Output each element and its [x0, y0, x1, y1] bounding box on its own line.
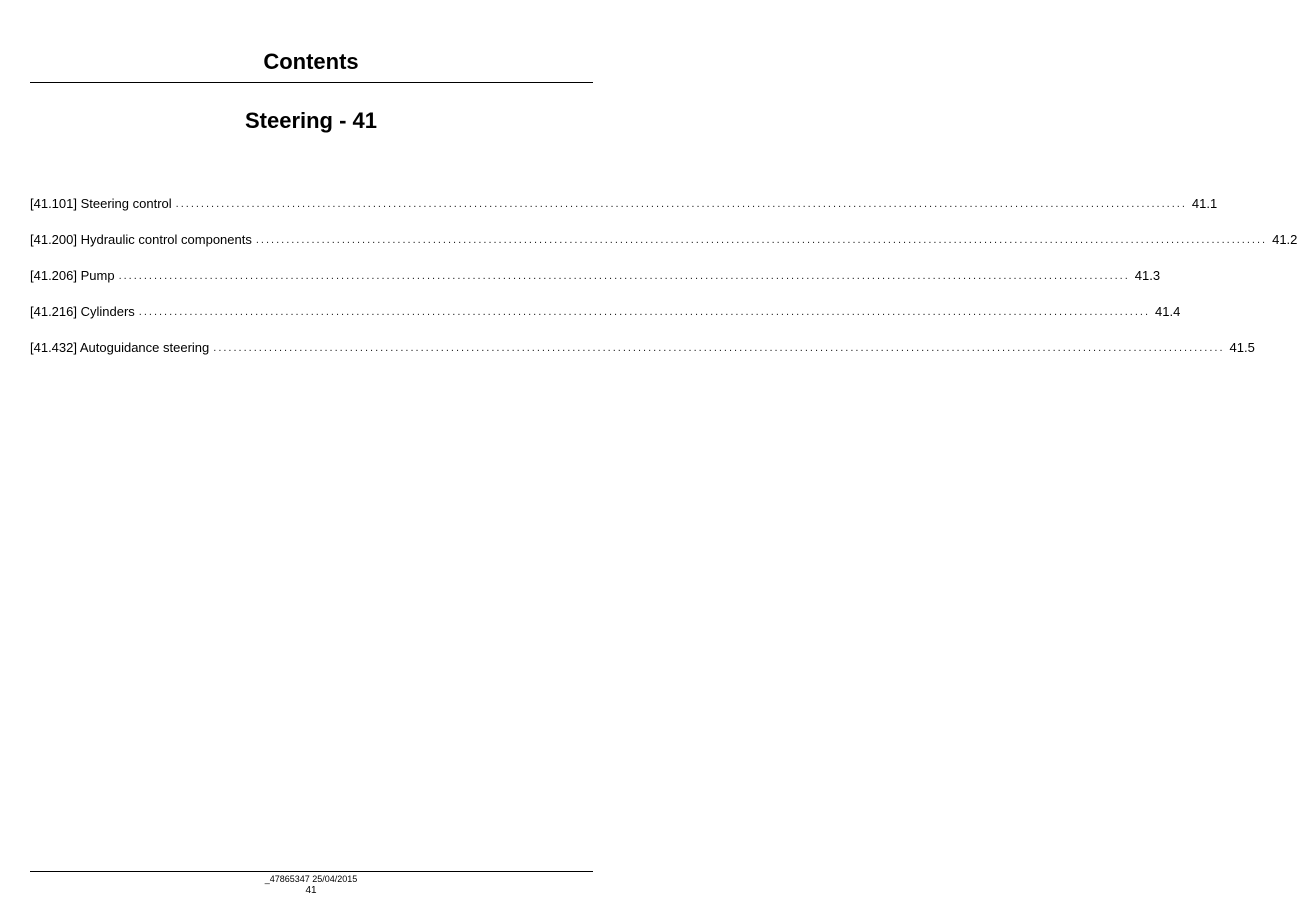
toc-dot-leader: ........................................................................................................................................................................................................: [118, 270, 1130, 282]
toc-entry-41-206[interactable]: [30, 248, 1161, 284]
footer-document-id: _47865347 25/04/2015: [264, 874, 358, 884]
toc-entry-page: 41.2: [1272, 232, 1297, 247]
toc-entry-41-200[interactable]: [30, 212, 1297, 248]
toc-dot-leader: ........................................................................................................................................................................................................: [213, 342, 1225, 354]
toc-entry-41-432[interactable]: [30, 320, 1255, 356]
title-divider: [30, 82, 593, 83]
toc-entry-page: 41.1: [1191, 196, 1218, 211]
footer-divider: [30, 871, 593, 872]
toc-entry-label: [41.206] Pump: [30, 268, 115, 283]
toc-dot-leader: ........................................................................................................................................................................................................: [255, 234, 1268, 246]
footer-page-number: 41: [305, 885, 317, 896]
toc-dot-leader: ........................................................................................................................................................................................................: [138, 306, 1151, 318]
toc-entry-label: [41.432] Autoguidance steering: [30, 340, 210, 355]
toc-entry-label: [41.216] Cylinders: [30, 304, 135, 319]
toc-dot-leader: ........................................................................................................................................................................................................: [175, 198, 1187, 210]
section-title: Steering - 41: [244, 108, 378, 133]
toc-entry-page: 41.4: [1155, 304, 1181, 319]
toc-entry-41-101[interactable]: [30, 196, 1218, 212]
table-of-contents: [30, 196, 1297, 356]
toc-entry-41-216[interactable]: [30, 284, 1181, 320]
toc-entry-page: 41.5: [1229, 340, 1255, 355]
toc-entry-page: 41.3: [1134, 268, 1161, 283]
page-title: Contents: [263, 49, 359, 74]
toc-entry-label: [41.200] Hydraulic control components: [30, 232, 252, 247]
toc-entry-label: [41.101] Steering control: [30, 196, 172, 211]
